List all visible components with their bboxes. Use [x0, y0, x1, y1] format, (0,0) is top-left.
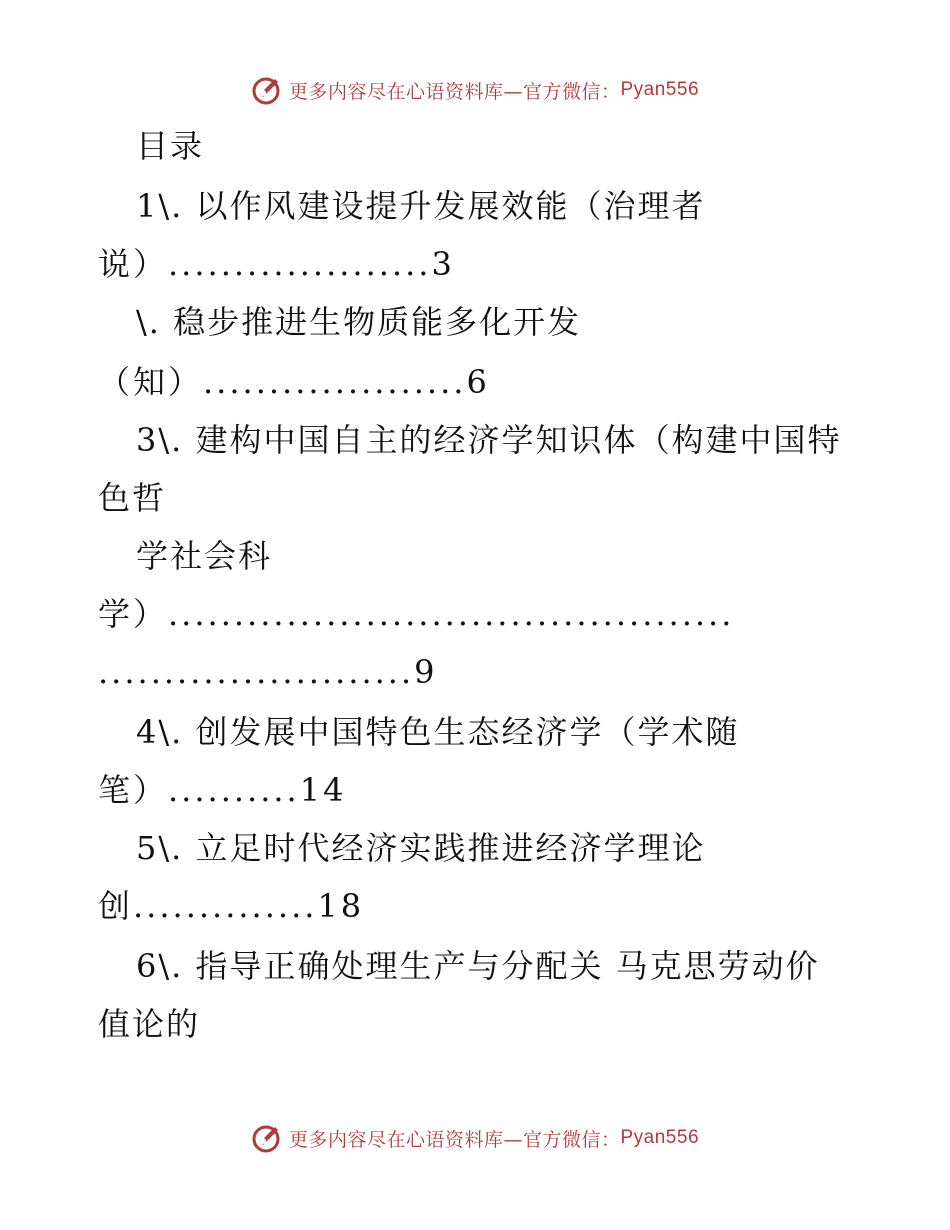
toc-entry-4: 4\. 创发展中国特色生态经济学（学术随: [136, 713, 740, 751]
toc-entry-4-continuation: 笔）..........14: [98, 771, 347, 809]
toc-entry-2: \. 稳步推进生物质能多化开发: [136, 303, 582, 341]
quill-seal-icon: [251, 1122, 283, 1154]
footer-watermark: [0, 1118, 950, 1158]
toc-entry-3-continuation-d: ........................9: [98, 653, 438, 691]
toc-entry-1-continuation: 说）....................3: [98, 245, 455, 283]
toc-entry-3: 3\. 建构中国自主的经济学知识体（构建中国特: [136, 421, 842, 459]
header-watermark: [0, 70, 950, 110]
toc-entry-5-continuation: 创..............18: [98, 887, 365, 925]
quill-seal-icon: [251, 74, 283, 106]
toc-heading: 目录: [136, 127, 205, 165]
watermark-handle: Pyan556: [620, 79, 700, 100]
toc-entry-2-continuation: （知）....................6: [98, 363, 490, 401]
toc-entry-1: 1\. 以作风建设提升发展效能（治理者: [136, 187, 706, 225]
watermark-handle: Pyan556: [620, 1127, 700, 1148]
toc-entry-6: 6\. 指导正确处理生产与分配关 马克思劳动价: [136, 947, 820, 985]
watermark-text: 更多内容尽在心语资料库—官方微信：: [288, 80, 621, 103]
toc-entry-5: 5\. 立足时代经济实践推进经济学理论: [136, 829, 706, 867]
toc-entry-6-continuation: 值论的: [98, 1005, 201, 1043]
toc-entry-3-continuation-a: 色哲: [98, 479, 167, 517]
watermark-text: 更多内容尽在心语资料库—官方微信：: [288, 1128, 621, 1151]
toc-entry-3-continuation-b: 学社会科: [136, 537, 273, 575]
toc-entry-3-continuation-c: 学）...........................................: [98, 595, 735, 633]
